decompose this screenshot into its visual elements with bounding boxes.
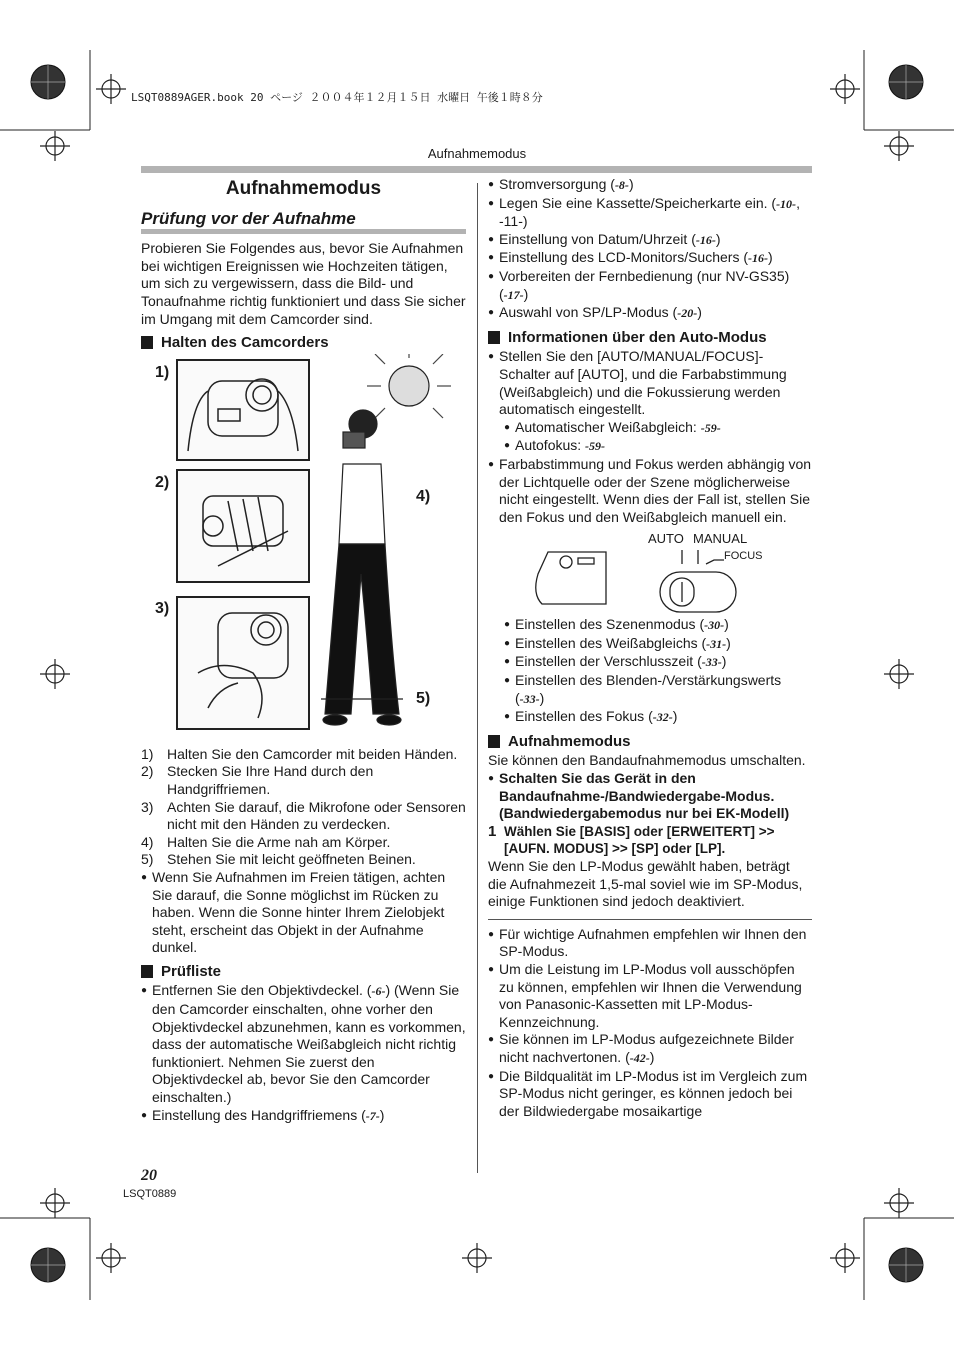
switch-label-focus: FOCUS [724,550,763,563]
intro-text: Probieren Sie Folgendes aus, bevor Sie Aufnahmen bei wichtigen Ereignissen wie Hochzeiten tätigen, um sich zu vergewissern, dass die Bild- und Tonaufnahme richtig funktioniert und dass Sie sicher im Umgang mit dem Camcorder sind. [141,240,466,327]
list-item: 2) Stecken Sie Ihre Hand durch den Handgriffriemen. [141,763,374,797]
list-item: ● Einstellen des Szenenmodus (-30-) [504,616,812,635]
section-subtitle: Prüfung vor der Aufnahme [141,208,356,228]
list-item: 4) Halten Sie die Arme nah am Körper. [141,833,391,850]
list-item: ● Für wichtige Aufnahmen empfehlen wir Ihnen den SP-Modus. [488,926,812,961]
figure-label-5: 5) [416,689,431,707]
list-item: 1) Halten Sie den Camcorder mit beiden Händen. [141,745,458,762]
manual-settings-list [488,616,812,727]
auto-mode-list [488,348,812,526]
left-column [141,176,466,1125]
sun-note [141,869,466,957]
switch-label-manual: MANUAL [693,531,748,547]
running-header: Aufnahmemodus [427,146,527,161]
square-bullet-icon [141,965,153,978]
list-item: ● Farbabstimmung und Fokus werden abhängig von der Lichtquelle oder der Szene möglicherweise nicht eingestellt. Wenn dies der Fall ist, stellen Sie den Fokus und den Weißabgleich manuell ein. [488,456,812,526]
switch-label-auto: AUTO [648,531,684,547]
list-item: ● Legen Sie eine Kassette/Speicherkarte ein. (-10-, -11-) [488,195,812,231]
list-item: ● Um die Leistung im LP-Modus voll ausschöpfen zu können, empfehlen wir Ihnen die Verwendung von Panasonic-Kassetten mit LP-Modus-Kennzeichnung. [488,961,812,1031]
checklist-continued [488,176,812,323]
list-item: ● Die Bildqualität im LP-Modus ist im Vergleich zum SP-Modus nicht geringer, es können jedoch bei der Bildwiedergabe mosaikartige [488,1068,812,1121]
list-item: ● Einstellung des LCD-Monitors/Suchers (-16-) [488,249,812,268]
list-item: ● Vorbereiten der Fernbedienung (nur NV-GS35) (-17-) [488,268,812,304]
list-item: 5) Stehen Sie mit leicht geöffneten Beinen. [141,851,416,868]
list-item: ● Sie können im LP-Modus aufgezeichnete Bilder nicht nachvertonen. (-42-) [488,1031,812,1067]
holding-figure [141,354,466,746]
switch-figure [488,530,812,616]
square-bullet-icon [141,336,153,349]
list-item: ● Wenn Sie Aufnahmen im Freien tätigen, achten Sie darauf, die Sonne möglichst im Rücken zu haben. Wenn die Sonne hinter Ihrem Zielobjekt steht, erscheint das Objekt in der Aufnahme dunkel. [141,869,466,957]
column-divider [477,183,478,1173]
list-item: ● Einstellen der Verschlusszeit (-33-) [504,653,812,672]
step-number: 1 [488,822,497,840]
figure-label-1: 1) [155,363,170,381]
right-column [488,176,812,1120]
figure-label-3: 3) [155,599,170,617]
checklist [141,982,466,1125]
figure-label-2: 2) [155,473,170,491]
list-item: ● Einstellung des Handgriffriemens (-7-) [141,1107,466,1126]
list-item: ● Entfernen Sie den Objektivdeckel. (-6-) (Wenn Sie den Camcorder einschalten, ohne vorher den Objektivdeckel abzunehmen, kann es vorkommen, dass der automatische Weißabgleich nicht richtig funktioniert. Nehmen Sie zuerst den Objektivdeckel ab, bevor Sie den Camcorder einschalten.) [141,982,466,1106]
holding-steps-list [141,746,466,869]
notes-list [488,926,812,1121]
camcorder-two-hands-illustration [176,359,310,461]
hand-strap-illustration [176,469,310,583]
list-item: ● Automatischer Weißabgleich: -59- [504,419,812,438]
list-item: 3) Achten Sie darauf, die Mikrofone oder Sensoren nicht mit den Händen zu verdecken. [141,798,466,833]
checklist-heading: Prüfliste [141,963,466,981]
lp-mode-note: Wenn Sie den LP-Modus gewählt haben, beträgt die Aufnahmezeit 1,5-mal soviel wie im SP-Modus, einige Funktionen sind jedoch deaktiviert. [488,858,803,910]
list-item: ● Einstellen des Fokus (-32-) [504,708,812,727]
document-code: LSQT0889 [123,1188,177,1200]
step-text: Wählen Sie [BASIS] oder [ERWEITERT] >> [AUFN. MODUS] >> [SP] oder [LP]. [504,823,775,857]
auto-mode-heading: Informationen über den Auto-Modus [488,329,812,347]
list-item: ● Stellen Sie den [AUTO/MANUAL/FOCUS]-Schalter auf [AUTO], und die Farbabstimmung (Weißabgleich) und die Fokussierung werden automatisch eingestellt. [488,348,812,418]
list-item: ● Schalten Sie das Gerät in den Bandaufnahme-/Bandwiedergabe-Modus. (Bandwiedergabemodus nur bei EK-Modell) [488,770,812,823]
list-item: ● Auswahl von SP/LP-Modus (-20-) [488,304,812,323]
list-item: ● Einstellen des Blenden-/Verstärkungswerts (-33-) [504,672,812,708]
subtitle-rule [141,229,466,234]
print-slug: LSQT0889AGER.book 20 ページ ２００４年１２月１５日 水曜日 午後１時８分 [131,91,543,104]
step-1 [488,823,812,858]
list-item: ● Autofokus: -59- [504,437,812,456]
standing-person-illustration [321,354,471,744]
holding-heading: Halten des Camcorders [141,334,466,352]
recording-mode-heading: Aufnahmemodus [488,733,812,751]
microphone-sensors-illustration [176,596,310,730]
square-bullet-icon [488,331,500,344]
auto-manual-switch-illustration [528,544,738,614]
notes-rule [488,919,812,920]
list-item: ● Einstellung von Datum/Uhrzeit (-16-) [488,231,812,250]
square-bullet-icon [488,735,500,748]
list-item: ● Einstellen des Weißabgleichs (-31-) [504,635,812,654]
figure-label-4: 4) [416,487,431,505]
recording-mode-intro: Sie können den Bandaufnahmemodus umschalten. [488,752,806,769]
list-item: ● Stromversorgung (-8-) [488,176,812,195]
header-rule [141,166,812,173]
page-number: 20 [141,1167,157,1184]
page-title: Aufnahmemodus [225,178,382,199]
recording-mode-precondition [488,770,812,823]
